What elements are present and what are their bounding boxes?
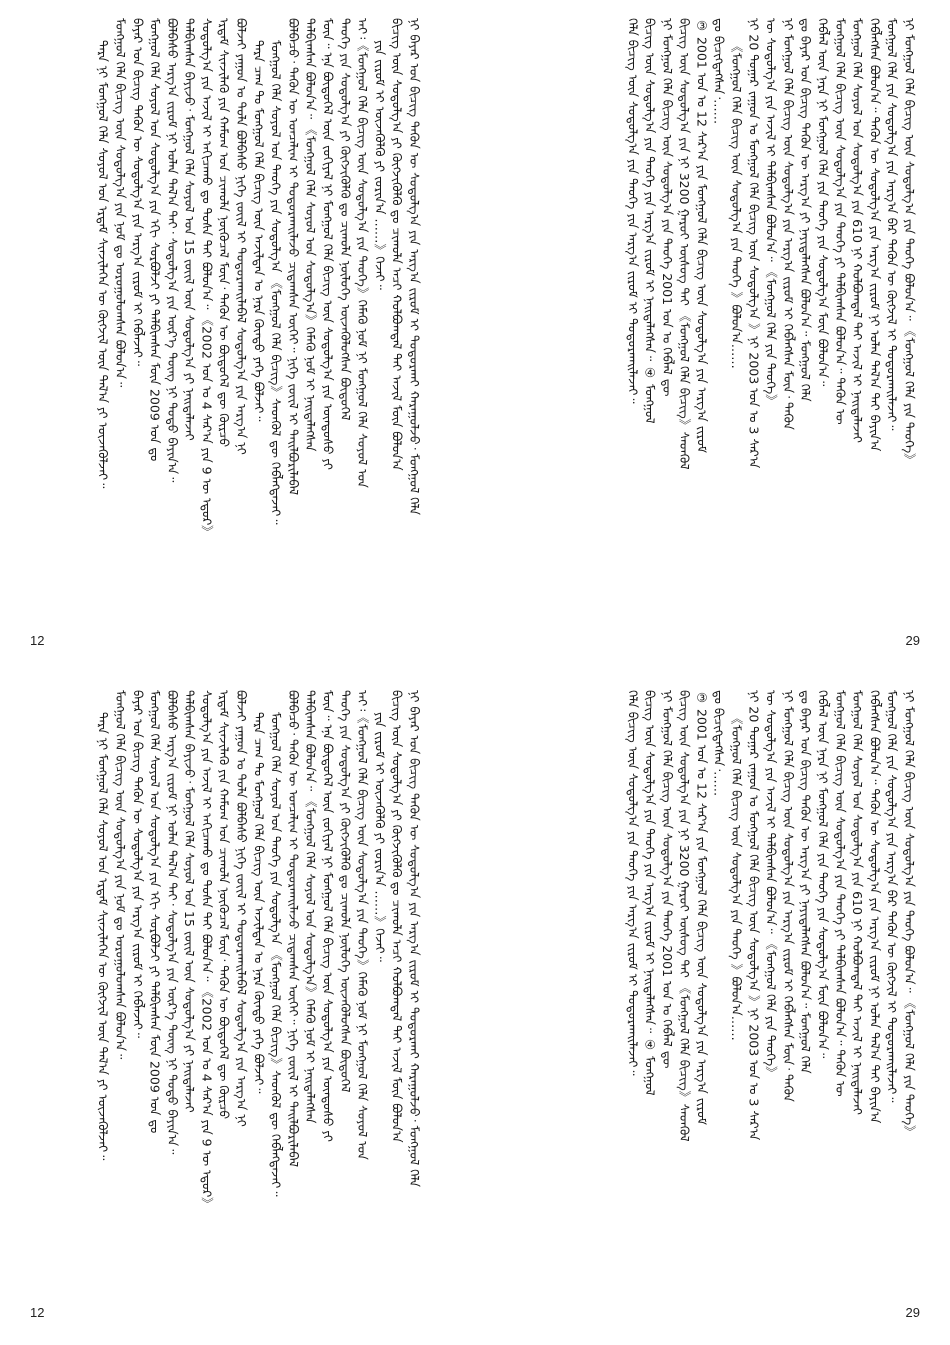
text-line: ᠳᠤ ᠪᠠᠶᠠᠷ ᠤᠨ ᠪᠢᠴᠢᠭ ᠲᠡᠭᠦᠨ ᠦ ᠠᠷᠭ᠎ᠠ ᠶᠢ ᠨᠡᠶᠢᠲᠡᠯᠡᠭᠰᠡᠨ ᠪᠣᠯᠤᠨ᠎ᠠ᠃ ᠮᠣᠩᠭᠣᠯ ᠬᠡᠯᠡ <box>798 18 814 402</box>
text-line: ᠮᠣᠩᠭᠣᠯ ᠬᠡᠯᠡ ᠰᠣᠶᠣᠯ ᠤᠨ ᠰᠤᠳᠤᠯᠭ᠎ᠠ ᠶᠢᠨ ᠡᠬᠢ ᠰᠤᠷᠪᠤᠯᠵᠢ ᠶᠢ ᠲᠠᠯᠪᠢᠭᠰᠠᠨ ᠮᠥᠨ 2009 ᠣᠨ ᠳᠤ <box>147 690 163 1134</box>
text-line: ᠮᠣᠩᠭᠣᠯ ᠬᠡᠯᠡ ᠰᠣᠶᠣᠯ ᠤᠨ ᠲᠡᠦᠬᠡ ᠶᠢᠨ ᠰᠤᠳᠤᠯᠭ᠎ᠠ 《ᠮᠣᠩᠭᠣᠯ ᠬᠡᠯᠡ ᠪᠢᠴᠢᠭ》ᠰᠡᠳᠬᠦᠯ ᠳᠦ ᠬᠡᠪᠯᠡᠭᠳᠡᠵᠡᠢ᠃ <box>268 712 284 1197</box>
text-line: ᠰᠤᠳᠤᠯᠭ᠎ᠠ ᠶᠢᠨ ᠠᠵᠢᠯ ᠢ ᠠᠬᠢᠴᠠᠬᠤ ᠳᠤ ᠲᠤᠰᠠ ᠲᠠᠢ ᠪᠣᠯᠤᠨ᠎ᠠ᠃ 《2002 ᠣᠨ ᠤ 4 ᠰᠠᠷ᠎ᠠ ᠶᠢᠨ 9 ᠦ ᠡᠳᠦᠷ》 <box>199 690 215 1211</box>
text-line: ᠬᠡᠪᠯᠡᠯ ᠦᠨ ᠨᠡᠷᠡ ᠨᠢ ᠮᠣᠩᠭᠣᠯ ᠬᠡᠯᠡ ᠶᠢᠨ ᠲᠡᠦᠬᠡ ᠶᠢᠨ ᠰᠤᠳᠤᠯᠭ᠎ᠠ ᠮᠥᠨ ᠪᠣᠯᠤᠨ᠎ᠠ᠃ <box>815 18 831 387</box>
text-line: ᠮᠣᠩᠭᠣᠯ ᠬᠡᠯᠡ ᠪᠢᠴᠢᠭ ᠦᠨ ᠰᠤᠳᠤᠯᠭ᠎ᠠ ᠶᠢᠨ ᠨᠣᠮ ᠳᠤ ᠣᠷᠤᠭᠤᠯᠤᠭᠰᠠᠨ ᠪᠣᠯᠤᠨ᠎ᠠ᠃ <box>112 690 128 1060</box>
text-line: ᠨᠢ ᠮᠣᠩᠭᠣᠯ ᠬᠡᠯᠡ ᠪᠢᠴᠢᠭ ᠦᠨ ᠰᠤᠳᠤᠯᠭ᠎ᠠ ᠶᠢᠨ ᠲᠡᠦᠬᠡ 2001 ᠣᠨ ᠤ ᠬᠡᠪᠯᠡᠯ ᠳᠦ <box>659 690 675 1069</box>
text-line: ᠬᠡᠯᠡ ᠪᠢᠴᠢᠭ ᠦᠨ ᠰᠤᠳᠤᠯᠭ᠎ᠠ ᠶᠢᠨ ᠲᠡᠦᠬᠡ ᠶᠢᠨ ᠠᠷᠭ᠎ᠠ ᠵᠢᠷᠤᠮ ᠢ ᠲᠣᠳᠤᠷᠬᠠᠢᠯᠠᠵᠠᠢ᠃ <box>625 18 641 404</box>
text-line: 《ᠮᠣᠩᠭᠣᠯ ᠬᠡᠯᠡ ᠪᠢᠴᠢᠭ ᠦᠨ ᠰᠤᠳᠤᠯᠭ᠎ᠠ ᠶᠢᠨ ᠲᠡᠦᠬᠡ 》ᠪᠣᠯᠤᠨ᠎ᠠ…… <box>729 712 745 1041</box>
text-line: ③ 2001 ᠣᠨ ᠤ 12 ᠰᠠᠷ᠎ᠠ ᠶᠢᠨ ᠮᠣᠩᠭᠣᠯ ᠬᠡᠯᠡ ᠪᠢᠴᠢᠭ ᠦᠨ ᠰᠤᠳᠤᠯᠭ᠎ᠠ ᠶᠢᠨ ᠠᠷᠭ᠎ᠠ ᠵᠢᠷᠤᠮ <box>694 18 710 453</box>
text-line: ᠪᠢᠴᠢᠭ ᠦᠨ ᠰᠤᠳᠤᠯᠭ᠎ᠠ ᠶᠢᠨ ᠨᠢ 3200 ᠭᠠᠷᠤᠢ ᠦᠰᠦᠭ ᠲᠠᠢ 《ᠮᠣᠩᠭᠣᠯ ᠬᠡᠯᠡ ᠪᠢᠴᠢᠭ》ᠰᠡᠳᠬᠦᠯ <box>677 18 693 470</box>
text-line: ᠨᠢ ᠮᠣᠩᠭᠣᠯ ᠬᠡᠯᠡ ᠪᠢᠴᠢᠭ ᠦᠨ ᠰᠤᠳᠤᠯᠭ᠎ᠠ ᠶᠢᠨ ᠠᠷᠭ᠎ᠠ ᠵᠢᠷᠤᠮ ᠢ ᠬᠡᠪᠯᠡᠭᠰᠡᠨ ᠮᠥᠨ᠂ ᠲᠡᠭᠦᠨ <box>780 18 796 430</box>
text-line: ᠮᠣᠩᠭᠣᠯ ᠬᠡᠯᠡ ᠶᠢᠨ ᠰᠤᠳᠤᠯᠭ᠎ᠠ ᠶᠢᠨ ᠠᠷᠭ᠎ᠠ ᠪᠠᠷ ᠲᠡᠭᠦᠨ ᠦ ᠬᠥᠭᠵᠢᠯ ᠢ ᠲᠣᠳᠤᠷᠬᠠᠢᠯᠠᠵᠠᠢ᠃ <box>884 690 900 1103</box>
text-line: ᠲᠠᠯᠪᠢᠭᠰᠠᠨ ᠪᠣᠯᠤᠨ᠎ᠠ᠃ 《ᠮᠣᠩᠭᠣᠯ ᠬᠡᠯᠡ ᠰᠣᠶᠣᠯ ᠤᠨ ᠰᠤᠳᠤᠯᠭ᠎ᠠ》ᠬᠡᠮᠡᠬᠦ ᠨᠣᠮ ᠢ ᠨᠡᠢᠲᠡᠯᠡᠭᠰᠡᠨ <box>303 690 319 1124</box>
text-line: ᠳᠤ ᠪᠢᠴᠢᠭᠳᠡᠭᠰᠡᠨ᠂…… <box>711 18 727 125</box>
text-line: ᠬᠡᠪᠯᠡᠯ ᠦᠨ ᠨᠡᠷᠡ ᠨᠢ ᠮᠣᠩᠭᠣᠯ ᠬᠡᠯᠡ ᠶᠢᠨ ᠲᠡᠦᠬᠡ ᠶᠢᠨ ᠰᠤᠳᠤᠯᠭ᠎ᠠ ᠮᠥᠨ ᠪᠣᠯᠤᠨ᠎ᠠ᠃ <box>815 690 831 1059</box>
text-line: ᠮᠥᠨ᠃ ᠡᠨᠡ ᠪᠦᠲᠦᠭᠡᠯ ᠦᠨ ᠵᠣᠬᠢᠶᠠᠯ ᠨᠢ ᠮᠣᠩᠭᠣᠯ ᠬᠡᠯᠡ ᠪᠢᠴᠢᠭ ᠦᠨ ᠰᠤᠳᠤᠯᠭ᠎ᠠ ᠶᠢᠨ ᠦᠨᠳᠦᠰᠦ ᠶᠢ <box>320 18 336 470</box>
page-number: 29 <box>905 1305 920 1320</box>
text-line: 《ᠮᠣᠩᠭᠣᠯ ᠬᠡᠯᠡ ᠪᠢᠴᠢᠭ ᠦᠨ ᠰᠤᠳᠤᠯᠭ᠎ᠠ ᠶᠢᠨ ᠲᠡᠦᠬᠡ 》ᠪᠣᠯᠤᠨ᠎ᠠ…… <box>729 40 745 369</box>
text-line: ᠮᠣᠩᠭᠣᠯ ᠬᠡᠯᠡ ᠶᠢᠨ ᠰᠤᠳᠤᠯᠭ᠎ᠠ ᠶᠢᠨ ᠠᠷᠭ᠎ᠠ ᠪᠠᠷ ᠲᠡᠭᠦᠨ ᠦ ᠬᠥᠭᠵᠢᠯ ᠢ ᠲᠣᠳᠤᠷᠬᠠᠢᠯᠠᠵᠠᠢ᠃ <box>884 18 900 431</box>
text-line: ᠨᠢ 20 ᠳᠤᠭᠠᠷ ᠵᠠᠭᠤᠨ ᠤ ᠮᠣᠩᠭᠣᠯ ᠬᠡᠯᠡ ᠪᠢᠴᠢᠭ ᠦᠨ ᠰᠤᠳᠤᠯᠭ᠎ᠠ 》ᠨᠢ 2003 ᠣᠨ ᠤ 3 ᠰᠠᠷ᠎ᠠ <box>746 18 762 469</box>
page-29-top <box>475 0 950 672</box>
text-line: ᠠᠢ᠄《ᠮᠣᠩᠭᠣᠯ ᠬᠡᠯᠡ ᠪᠢᠴᠢᠭ ᠦᠨ ᠰᠤᠳᠤᠯᠭ᠎ᠠ ᠶᠢᠨ ᠲᠡᠦᠬᠡ》ᠬᠡᠮᠡᠬᠦ ᠨᠣᠮ ᠨᠢ ᠮᠣᠩᠭᠣᠯ ᠬᠡᠯᠡ ᠰᠣᠶᠣᠯ ᠤᠨ <box>355 690 371 1160</box>
text-line: ᠪᠢᠴᠢᠭ ᠦᠨ ᠰᠤᠳᠤᠯᠭ᠎ᠠ ᠶᠢ ᠬᠥᠭᠵᠢᠭᠦᠯᠬᠦ ᠳᠤ ᠴᠢᠬᠤᠯᠠ ᠠᠴᠢ ᠬᠣᠯᠪᠤᠭᠳᠠᠯ ᠲᠠᠢ ᠠᠵᠢᠯ ᠮᠥᠨ ᠪᠣᠯᠤᠨ᠎ᠠ <box>389 690 405 1143</box>
page-29-bottom <box>475 672 950 1344</box>
text-line: ᠨᠢ 20 ᠳᠤᠭᠠᠷ ᠵᠠᠭᠤᠨ ᠤ ᠮᠣᠩᠭᠣᠯ ᠬᠡᠯᠡ ᠪᠢᠴᠢᠭ ᠦᠨ ᠰᠤᠳᠤᠯᠭ᠎ᠠ 》ᠨᠢ 2003 ᠣᠨ ᠤ 3 ᠰᠠᠷ᠎ᠠ <box>746 690 762 1141</box>
text-line: ᠮᠣᠩᠭᠣᠯ ᠬᠡᠯᠡ ᠰᠣᠶᠣᠯ ᠤᠨ ᠰᠤᠳᠤᠯᠭ᠎ᠠ ᠶᠢᠨ 610 ᠨᠢ ᠬᠣᠯᠪᠤᠭᠳᠠᠯ ᠲᠠᠢ ᠠᠵᠢᠯ ᠢ ᠨᠡᠢᠲᠡᠯᠡᠵᠡᠢ <box>850 18 866 443</box>
text-line: ᠲᠡᠦᠬᠡ ᠶᠢᠨ ᠰᠤᠳᠤᠯᠭ᠎ᠠ ᠶᠢ ᠬᠥᠭᠵᠢᠭᠦᠯᠬᠦ ᠳᠤ ᠴᠢᠬᠤᠯᠠ ᠨᠥᠯᠦᠭᠡ ᠦᠵᠡᠭᠦᠯᠦᠭᠰᠡᠨ ᠪᠦᠲᠦᠭᠡᠯ <box>337 18 353 421</box>
text-line: ᠦ ᠰᠤᠳᠤᠯᠭ᠎ᠠ ᠶᠢᠨ ᠠᠵᠢᠯ ᠢ ᠲᠠᠯᠪᠢᠭᠰᠠᠨ ᠪᠣᠯᠤᠨ᠎ᠠ᠃ 《ᠮᠣᠩᠭᠣᠯ ᠬᠡᠯᠡ ᠶᠢᠨ ᠲᠡᠦᠬᠡ》 <box>763 690 779 1079</box>
text-line: ᠨᠢ ᠮᠣᠩᠭᠣᠯ ᠬᠡᠯᠡ ᠪᠢᠴᠢᠭ ᠦᠨ ᠰᠤᠳᠤᠯᠭ᠎ᠠ ᠶᠢᠨ ᠲᠡᠦᠬᠡ ᠪᠣᠯᠤᠨ᠎ᠠ᠃ 《ᠮᠣᠩᠭᠣᠯ ᠬᠡᠯᠡ ᠶᠢᠨ ᠲᠡᠦᠬᠡ》 <box>902 690 917 1138</box>
text-line: ᠪᠠᠶᠠᠷ ᠤᠨ ᠪᠢᠴᠢᠭ ᠲᠡᠭᠦᠨ ᠦ ᠰᠤᠳᠤᠯᠭ᠎ᠠ ᠶᠢᠨ ᠠᠷᠭ᠎ᠠ ᠵᠢᠷᠤᠮ ᠢ ᠬᠡᠪᠯᠡᠵᠡᠢ᠃ <box>130 690 146 1038</box>
text-line: ᠬᠡᠯᠡ ᠪᠢᠴᠢᠭ ᠦᠨ ᠰᠤᠳᠤᠯᠭ᠎ᠠ ᠶᠢᠨ ᠲᠡᠦᠬᠡ ᠶᠢᠨ ᠠᠷᠭ᠎ᠠ ᠵᠢᠷᠤᠮ ᠢ ᠲᠣᠳᠤᠷᠬᠠᠢᠯᠠᠵᠠᠢ᠃ <box>625 690 641 1076</box>
text-line: ᠪᠢᠴᠢᠭ ᠦᠨ ᠰᠤᠳᠤᠯᠭ᠎ᠠ ᠶᠢᠨ ᠨᠢ 3200 ᠭᠠᠷᠤᠢ ᠦᠰᠦᠭ ᠲᠠᠢ 《ᠮᠣᠩᠭᠣᠯ ᠬᠡᠯᠡ ᠪᠢᠴᠢᠭ》ᠰᠡᠳᠬᠦᠯ <box>677 690 693 1142</box>
text-line: ᠬᠡᠪᠯᠡᠭᠰᠡᠨ ᠪᠣᠯᠤᠨ᠎ᠠ᠃ ᠲᠡᠭᠦᠨ ᠦ ᠰᠤᠳᠤᠯᠭ᠎ᠠ ᠶᠢᠨ ᠠᠷᠭ᠎ᠠ ᠵᠢᠷᠤᠮ ᠨᠢ ᠣᠯᠠᠨ ᠲᠠᠯ᠎ᠠ ᠲᠠᠢ ᠪᠠᠶᠢᠨ᠎ᠠ <box>867 690 883 1124</box>
text-block <box>28 18 423 633</box>
text-line: ᠪᠣᠯᠪᠠᠴᠤ᠂ ᠲᠡᠭᠦᠨ ᠦ ᠣᠨᠴᠠᠯᠢᠭ ᠢ ᠲᠣᠳᠤᠷᠬᠠᠢᠯᠠᠵᠤ ᠴᠢᠳᠠᠭᠰᠠᠨ ᠦᠭᠡᠢ᠃ ᠨᠢᠭᠡ ᠵᠦᠢᠯ ᠢ ᠲᠠᠢᠯᠪᠤᠷᠢᠯᠠᠪᠠᠯ <box>285 690 301 1168</box>
page-12-top <box>0 0 475 672</box>
text-block <box>503 18 918 633</box>
text-line: ᠨᠢ ᠪᠠᠶᠠᠷ ᠤᠨ ᠪᠢᠴᠢᠭ ᠲᠡᠭᠦᠨ ᠦ ᠰᠤᠳᠤᠯᠭ᠎ᠠ ᠶᠢᠨ ᠠᠷᠭ᠎ᠠ ᠵᠢᠷᠤᠮ ᠢ ᠲᠣᠳᠤᠷᠬᠠᠢ ᠬᠠᠷᠠᠭᠤᠯᠵᠤ᠂ ᠮᠣᠩᠭᠣᠯ ᠬᠡᠯᠡ <box>407 690 422 1187</box>
text-line: ᠮᠣᠩᠭᠣᠯ ᠬᠡᠯᠡ ᠪᠢᠴᠢᠭ ᠦᠨ ᠰᠤᠳᠤᠯᠭ᠎ᠠ ᠶᠢᠨ ᠨᠣᠮ ᠳᠤ ᠣᠷᠤᠭᠤᠯᠤᠭᠰᠠᠨ ᠪᠣᠯᠤᠨ᠎ᠠ᠃ <box>112 18 128 388</box>
text-line: ᠪᠣᠯᠵᠠᠢ ᠶᠠᠭᠤᠨ ᠤ ᠲᠤᠯᠠ ᠪᠣᠯᠪᠠᠰᠤ ᠨᠢᠭᠡ ᠵᠦᠢᠯ ᠢ ᠲᠣᠳᠤᠷᠬᠠᠢᠯᠠᠪᠠᠯ ᠰᠤᠳᠤᠯᠭ᠎ᠠ ᠶᠢᠨ ᠠᠷᠭ᠎ᠠ ᠨᠢ <box>234 690 250 1127</box>
text-line: ᠪᠠᠶᠠᠷ ᠤᠨ ᠪᠢᠴᠢᠭ ᠲᠡᠭᠦᠨ ᠦ ᠰᠤᠳᠤᠯᠭ᠎ᠠ ᠶᠢᠨ ᠠᠷᠭ᠎ᠠ ᠵᠢᠷᠤᠮ ᠢ ᠬᠡᠪᠯᠡᠵᠡᠢ᠃ <box>130 18 146 366</box>
text-line: ᠲᠡᠷᠡ ᠨᠢ ᠮᠣᠩᠭᠣᠯ ᠬᠡᠯᠡ ᠰᠣᠶᠣᠯ ᠤᠨ ᠡᠷᠳᠡᠮ ᠰᠢᠨᠵᠢᠯᠡᠭᠡᠨ ᠦ ᠬᠥᠭᠵᠢᠯ ᠦᠨ ᠲᠠᠯ᠎ᠠ ᠶᠢ ᠦᠵᠡᠭᠦᠯᠵᠡᠢ᠃ <box>95 40 111 489</box>
text-line: ᠳᠤ ᠪᠢᠴᠢᠭᠳᠡᠭᠰᠡᠨ᠂…… <box>711 690 727 797</box>
text-line: ᠰᠤᠳᠤᠯᠭ᠎ᠠ ᠶᠢᠨ ᠠᠵᠢᠯ ᠢ ᠠᠬᠢᠴᠠᠬᠤ ᠳᠤ ᠲᠤᠰᠠ ᠲᠠᠢ ᠪᠣᠯᠤᠨ᠎ᠠ᠃ 《2002 ᠣᠨ ᠤ 4 ᠰᠠᠷ᠎ᠠ ᠶᠢᠨ 9 ᠦ ᠡᠳᠦᠷ》 <box>199 18 215 539</box>
text-line: ᠲᠡᠷᠡ ᠴᠠᠭ ᠲᠤ ᠮᠣᠩᠭᠣᠯ ᠬᠡᠯᠡ ᠪᠢᠴᠢᠭ ᠦᠨ ᠠᠵᠢᠯᠲᠠᠨ ᠤ ᠨᠡᠷᠡ ᠬᠦᠨᠳᠦ ᠶᠡᠬᠡ ᠪᠣᠯᠵᠠᠢ᠃ <box>251 712 267 1094</box>
text-line: ᠨᠢ ᠪᠠᠶᠠᠷ ᠤᠨ ᠪᠢᠴᠢᠭ ᠲᠡᠭᠦᠨ ᠦ ᠰᠤᠳᠤᠯᠭ᠎ᠠ ᠶᠢᠨ ᠠᠷᠭ᠎ᠠ ᠵᠢᠷᠤᠮ ᠢ ᠲᠣᠳᠤᠷᠬᠠᠢ ᠬᠠᠷᠠᠭᠤᠯᠵᠤ᠂ ᠮᠣᠩᠭᠣᠯ ᠬᠡᠯᠡ <box>407 18 422 515</box>
page-12-bottom <box>0 672 475 1344</box>
text-line: ᠮᠣᠩᠭᠣᠯ ᠬᠡᠯᠡ ᠰᠣᠶᠣᠯ ᠤᠨ ᠰᠤᠳᠤᠯᠭ᠎ᠠ ᠶᠢᠨ ᠡᠬᠢ ᠰᠤᠷᠪᠤᠯᠵᠢ ᠶᠢ ᠲᠠᠯᠪᠢᠭᠰᠠᠨ ᠮᠥᠨ 2009 ᠣᠨ ᠳᠤ <box>147 18 163 462</box>
text-line: ᠠᠢ᠄《ᠮᠣᠩᠭᠣᠯ ᠬᠡᠯᠡ ᠪᠢᠴᠢᠭ ᠦᠨ ᠰᠤᠳᠤᠯᠭ᠎ᠠ ᠶᠢᠨ ᠲᠡᠦᠬᠡ》ᠬᠡᠮᠡᠬᠦ ᠨᠣᠮ ᠨᠢ ᠮᠣᠩᠭᠣᠯ ᠬᠡᠯᠡ ᠰᠣᠶᠣᠯ ᠤᠨ <box>355 18 371 488</box>
text-line: ᠡᠷᠳᠡᠮ ᠰᠢᠨᠵᠢᠯᠡᠬᠦ ᠶᠢᠨ ᠬᠠᠮᠤᠭ ᠤᠨ ᠴᠢᠬᠤᠯᠠ ᠨᠥᠬᠦᠴᠡᠯ ᠮᠥᠨ᠂ ᠲᠡᠭᠦᠨ ᠦ ᠪᠦᠲᠦᠭᠡᠯ ᠳᠦ ᠬᠦᠷᠴᠦ <box>216 18 232 448</box>
text-block <box>28 690 423 1305</box>
text-line: ᠨᠢ ᠮᠣᠩᠭᠣᠯ ᠬᠡᠯᠡ ᠪᠢᠴᠢᠭ ᠦᠨ ᠰᠤᠳᠤᠯᠭ᠎ᠠ ᠶᠢᠨ ᠲᠡᠦᠬᠡ ᠪᠣᠯᠤᠨ᠎ᠠ᠃ 《ᠮᠣᠩᠭᠣᠯ ᠬᠡᠯᠡ ᠶᠢᠨ ᠲᠡᠦᠬᠡ》 <box>902 18 917 466</box>
text-line: ᠪᠣᠯᠪᠠᠴᠤ᠂ ᠲᠡᠭᠦᠨ ᠦ ᠣᠨᠴᠠᠯᠢᠭ ᠢ ᠲᠣᠳᠤᠷᠬᠠᠢᠯᠠᠵᠤ ᠴᠢᠳᠠᠭᠰᠠᠨ ᠦᠭᠡᠢ᠃ ᠨᠢᠭᠡ ᠵᠦᠢᠯ ᠢ ᠲᠠᠢᠯᠪᠤᠷᠢᠯᠠᠪᠠᠯ <box>285 18 301 496</box>
text-line: ᠲᠡᠷᠡ ᠨᠢ ᠮᠣᠩᠭᠣᠯ ᠬᠡᠯᠡ ᠰᠣᠶᠣᠯ ᠤᠨ ᠡᠷᠳᠡᠮ ᠰᠢᠨᠵᠢᠯᠡᠭᠡᠨ ᠦ ᠬᠥᠭᠵᠢᠯ ᠦᠨ ᠲᠠᠯ᠎ᠠ ᠶᠢ ᠦᠵᠡᠭᠦᠯᠵᠡᠢ᠃ <box>95 712 111 1161</box>
text-line: ᠪᠢᠴᠢᠭ ᠦᠨ ᠰᠤᠳᠤᠯᠭ᠎ᠠ ᠶᠢᠨ ᠲᠡᠦᠬᠡ ᠶᠢᠨ ᠠᠷᠭ᠎ᠠ ᠵᠢᠷᠤᠮ ᠢ ᠨᠡᠢᠲᠡᠯᠡᠭᠰᠡᠨ᠃ ④ ᠮᠣᠩᠭᠣᠯ <box>642 18 658 424</box>
text-line: ᠲᠡᠷᠡ ᠴᠠᠭ ᠲᠤ ᠮᠣᠩᠭᠣᠯ ᠬᠡᠯᠡ ᠪᠢᠴᠢᠭ ᠦᠨ ᠠᠵᠢᠯᠲᠠᠨ ᠤ ᠨᠡᠷᠡ ᠬᠦᠨᠳᠦ ᠶᠡᠬᠡ ᠪᠣᠯᠵᠠᠢ᠃ <box>251 40 267 422</box>
spread-bottom <box>0 672 950 1344</box>
text-line: ᠡᠷᠳᠡᠮ ᠰᠢᠨᠵᠢᠯᠡᠬᠦ ᠶᠢᠨ ᠬᠠᠮᠤᠭ ᠤᠨ ᠴᠢᠬᠤᠯᠠ ᠨᠥᠬᠦᠴᠡᠯ ᠮᠥᠨ᠂ ᠲᠡᠭᠦᠨ ᠦ ᠪᠦᠲᠦᠭᠡᠯ ᠳᠦ ᠬᠦᠷᠴᠦ <box>216 690 232 1120</box>
page-number: 12 <box>30 633 45 648</box>
text-line: ᠮᠣᠩᠭᠣᠯ ᠬᠡᠯᠡ ᠰᠣᠶᠣᠯ ᠤᠨ ᠲᠡᠦᠬᠡ ᠶᠢᠨ ᠰᠤᠳᠤᠯᠭ᠎ᠠ 《ᠮᠣᠩᠭᠣᠯ ᠬᠡᠯᠡ ᠪᠢᠴᠢᠭ》ᠰᠡᠳᠬᠦᠯ ᠳᠦ ᠬᠡᠪᠯᠡᠭᠳᠡᠵᠡᠢ᠃ <box>268 40 284 525</box>
text-line: ③ 2001 ᠣᠨ ᠤ 12 ᠰᠠᠷ᠎ᠠ ᠶᠢᠨ ᠮᠣᠩᠭᠣᠯ ᠬᠡᠯᠡ ᠪᠢᠴᠢᠭ ᠦᠨ ᠰᠤᠳᠤᠯᠭ᠎ᠠ ᠶᠢᠨ ᠠᠷᠭ᠎ᠠ ᠵᠢᠷᠤᠮ <box>694 690 710 1125</box>
text-line: ᠲᠠᠯᠪᠢᠭᠰᠠᠨ ᠪᠣᠯᠤᠨ᠎ᠠ᠃ 《ᠮᠣᠩᠭᠣᠯ ᠬᠡᠯᠡ ᠰᠣᠶᠣᠯ ᠤᠨ ᠰᠤᠳᠤᠯᠭ᠎ᠠ》ᠬᠡᠮᠡᠬᠦ ᠨᠣᠮ ᠢ ᠨᠡᠢᠲᠡᠯᠡᠭᠰᠡᠨ <box>303 18 319 452</box>
text-line: ᠶᠢᠨ ᠵᠢᠷᠤᠮ ᠢ ᠦᠵᠡᠭᠦᠯᠬᠦ ᠶᠢ ᠵᠣᠷᠢᠨ᠎ᠠ ……》ᠭᠡᠵᠡᠢ᠃ <box>372 40 388 290</box>
page-number: 12 <box>30 1305 45 1320</box>
page-number: 29 <box>905 633 920 648</box>
text-block <box>503 690 918 1305</box>
text-line: ᠮᠣᠩᠭᠣᠯ ᠬᠡᠯᠡ ᠪᠢᠴᠢᠭ ᠦᠨ ᠰᠤᠳᠤᠯᠭ᠎ᠠ ᠶᠢᠨ ᠲᠡᠦᠬᠡ ᠶᠢ ᠲᠠᠯᠪᠢᠭᠰᠠᠨ ᠪᠣᠯᠤᠨ᠎ᠠ᠃ ᠲᠡᠭᠦᠨ ᠦ <box>832 690 848 1097</box>
text-line: ᠮᠣᠩᠭᠣᠯ ᠬᠡᠯᠡ ᠰᠣᠶᠣᠯ ᠤᠨ ᠰᠤᠳᠤᠯᠭ᠎ᠠ ᠶᠢᠨ 610 ᠨᠢ ᠬᠣᠯᠪᠤᠭᠳᠠᠯ ᠲᠠᠢ ᠠᠵᠢᠯ ᠢ ᠨᠡᠢᠲᠡᠯᠡᠵᠡᠢ <box>850 690 866 1115</box>
text-line: ᠲᠠᠯᠪᠢᠭᠰᠠᠨ ᠪᠠᠶᠢᠵᠤ᠂ ᠮᠣᠩᠭᠣᠯ ᠬᠡᠯᠡ ᠰᠣᠶᠣᠯ ᠤᠨ 15 ᠵᠦᠢᠯ ᠦᠨ ᠰᠤᠳᠤᠯᠭ᠎ᠠ ᠶᠢ ᠨᠡᠢᠲᠡᠯᠡᠵᠡᠢ <box>182 18 198 441</box>
text-line: ᠦ ᠰᠤᠳᠤᠯᠭ᠎ᠠ ᠶᠢᠨ ᠠᠵᠢᠯ ᠢ ᠲᠠᠯᠪᠢᠭᠰᠠᠨ ᠪᠣᠯᠤᠨ᠎ᠠ᠃ 《ᠮᠣᠩᠭᠣᠯ ᠬᠡᠯᠡ ᠶᠢᠨ ᠲᠡᠦᠬᠡ》 <box>763 18 779 407</box>
text-line: ᠬᠡᠪᠯᠡᠭᠰᠡᠨ ᠪᠣᠯᠤᠨ᠎ᠠ᠃ ᠲᠡᠭᠦᠨ ᠦ ᠰᠤᠳᠤᠯᠭ᠎ᠠ ᠶᠢᠨ ᠠᠷᠭ᠎ᠠ ᠵᠢᠷᠤᠮ ᠨᠢ ᠣᠯᠠᠨ ᠲᠠᠯ᠎ᠠ ᠲᠠᠢ ᠪᠠᠶᠢᠨ᠎ᠠ <box>867 18 883 452</box>
text-line: ᠪᠣᠯᠪᠠᠰᠤ ᠠᠷᠭ᠎ᠠ ᠵᠢᠷᠤᠮ ᠨᠢ ᠣᠯᠠᠨ ᠲᠠᠯ᠎ᠠ ᠲᠠᠢ᠂ ᠰᠤᠳᠤᠯᠭ᠎ᠠ ᠶᠢᠨ ᠦᠷ᠎ᠡ ᠳᠦᠩ ᠨᠢ ᠲᠣᠳᠤ ᠪᠠᠶᠢᠨ᠎ᠠ᠃ <box>164 690 180 1155</box>
text-line: ᠪᠣᠯᠪᠠᠰᠤ ᠠᠷᠭ᠎ᠠ ᠵᠢᠷᠤᠮ ᠨᠢ ᠣᠯᠠᠨ ᠲᠠᠯ᠎ᠠ ᠲᠠᠢ᠂ ᠰᠤᠳᠤᠯᠭ᠎ᠠ ᠶᠢᠨ ᠦᠷ᠎ᠡ ᠳᠦᠩ ᠨᠢ ᠲᠣᠳᠤ ᠪᠠᠶᠢᠨ᠎ᠠ᠃ <box>164 18 180 483</box>
text-line: ᠪᠣᠯᠵᠠᠢ ᠶᠠᠭᠤᠨ ᠤ ᠲᠤᠯᠠ ᠪᠣᠯᠪᠠᠰᠤ ᠨᠢᠭᠡ ᠵᠦᠢᠯ ᠢ ᠲᠣᠳᠤᠷᠬᠠᠢᠯᠠᠪᠠᠯ ᠰᠤᠳᠤᠯᠭ᠎ᠠ ᠶᠢᠨ ᠠᠷᠭ᠎ᠠ ᠨᠢ <box>234 18 250 455</box>
text-line: ᠮᠥᠨ᠃ ᠡᠨᠡ ᠪᠦᠲᠦᠭᠡᠯ ᠦᠨ ᠵᠣᠬᠢᠶᠠᠯ ᠨᠢ ᠮᠣᠩᠭᠣᠯ ᠬᠡᠯᠡ ᠪᠢᠴᠢᠭ ᠦᠨ ᠰᠤᠳᠤᠯᠭ᠎ᠠ ᠶᠢᠨ ᠦᠨᠳᠦᠰᠦ ᠶᠢ <box>320 690 336 1142</box>
spread-top <box>0 0 950 672</box>
text-line: ᠪᠢᠴᠢᠭ ᠦᠨ ᠰᠤᠳᠤᠯᠭ᠎ᠠ ᠶᠢᠨ ᠲᠡᠦᠬᠡ ᠶᠢᠨ ᠠᠷᠭ᠎ᠠ ᠵᠢᠷᠤᠮ ᠢ ᠨᠡᠢᠲᠡᠯᠡᠭᠰᠡᠨ᠃ ④ ᠮᠣᠩᠭᠣᠯ <box>642 690 658 1096</box>
text-line: ᠮᠣᠩᠭᠣᠯ ᠬᠡᠯᠡ ᠪᠢᠴᠢᠭ ᠦᠨ ᠰᠤᠳᠤᠯᠭ᠎ᠠ ᠶᠢᠨ ᠲᠡᠦᠬᠡ ᠶᠢ ᠲᠠᠯᠪᠢᠭᠰᠠᠨ ᠪᠣᠯᠤᠨ᠎ᠠ᠃ ᠲᠡᠭᠦᠨ ᠦ <box>832 18 848 425</box>
text-line: ᠨᠢ ᠮᠣᠩᠭᠣᠯ ᠬᠡᠯᠡ ᠪᠢᠴᠢᠭ ᠦᠨ ᠰᠤᠳᠤᠯᠭ᠎ᠠ ᠶᠢᠨ ᠠᠷᠭ᠎ᠠ ᠵᠢᠷᠤᠮ ᠢ ᠬᠡᠪᠯᠡᠭᠰᠡᠨ ᠮᠥᠨ᠂ ᠲᠡᠭᠦᠨ <box>780 690 796 1102</box>
text-line: ᠲᠠᠯᠪᠢᠭᠰᠠᠨ ᠪᠠᠶᠢᠵᠤ᠂ ᠮᠣᠩᠭᠣᠯ ᠬᠡᠯᠡ ᠰᠣᠶᠣᠯ ᠤᠨ 15 ᠵᠦᠢᠯ ᠦᠨ ᠰᠤᠳᠤᠯᠭ᠎ᠠ ᠶᠢ ᠨᠡᠢᠲᠡᠯᠡᠵᠡᠢ <box>182 690 198 1113</box>
text-line: ᠪᠢᠴᠢᠭ ᠦᠨ ᠰᠤᠳᠤᠯᠭ᠎ᠠ ᠶᠢ ᠬᠥᠭᠵᠢᠭᠦᠯᠬᠦ ᠳᠤ ᠴᠢᠬᠤᠯᠠ ᠠᠴᠢ ᠬᠣᠯᠪᠤᠭᠳᠠᠯ ᠲᠠᠢ ᠠᠵᠢᠯ ᠮᠥᠨ ᠪᠣᠯᠤᠨ᠎ᠠ <box>389 18 405 471</box>
text-line: ᠳᠤ ᠪᠠᠶᠠᠷ ᠤᠨ ᠪᠢᠴᠢᠭ ᠲᠡᠭᠦᠨ ᠦ ᠠᠷᠭ᠎ᠠ ᠶᠢ ᠨᠡᠶᠢᠲᠡᠯᠡᠭᠰᠡᠨ ᠪᠣᠯᠤᠨ᠎ᠠ᠃ ᠮᠣᠩᠭᠣᠯ ᠬᠡᠯᠡ <box>798 690 814 1074</box>
text-line: ᠨᠢ ᠮᠣᠩᠭᠣᠯ ᠬᠡᠯᠡ ᠪᠢᠴᠢᠭ ᠦᠨ ᠰᠤᠳᠤᠯᠭ᠎ᠠ ᠶᠢᠨ ᠲᠡᠦᠬᠡ 2001 ᠣᠨ ᠤ ᠬᠡᠪᠯᠡᠯ ᠳᠦ <box>659 18 675 397</box>
text-line: ᠲᠡᠦᠬᠡ ᠶᠢᠨ ᠰᠤᠳᠤᠯᠭ᠎ᠠ ᠶᠢ ᠬᠥᠭᠵᠢᠭᠦᠯᠬᠦ ᠳᠤ ᠴᠢᠬᠤᠯᠠ ᠨᠥᠯᠦᠭᠡ ᠦᠵᠡᠭᠦᠯᠦᠭᠰᠡᠨ ᠪᠦᠲᠦᠭᠡᠯ <box>337 690 353 1093</box>
text-line: ᠶᠢᠨ ᠵᠢᠷᠤᠮ ᠢ ᠦᠵᠡᠭᠦᠯᠬᠦ ᠶᠢ ᠵᠣᠷᠢᠨ᠎ᠠ ……》ᠭᠡᠵᠡᠢ᠃ <box>372 712 388 962</box>
